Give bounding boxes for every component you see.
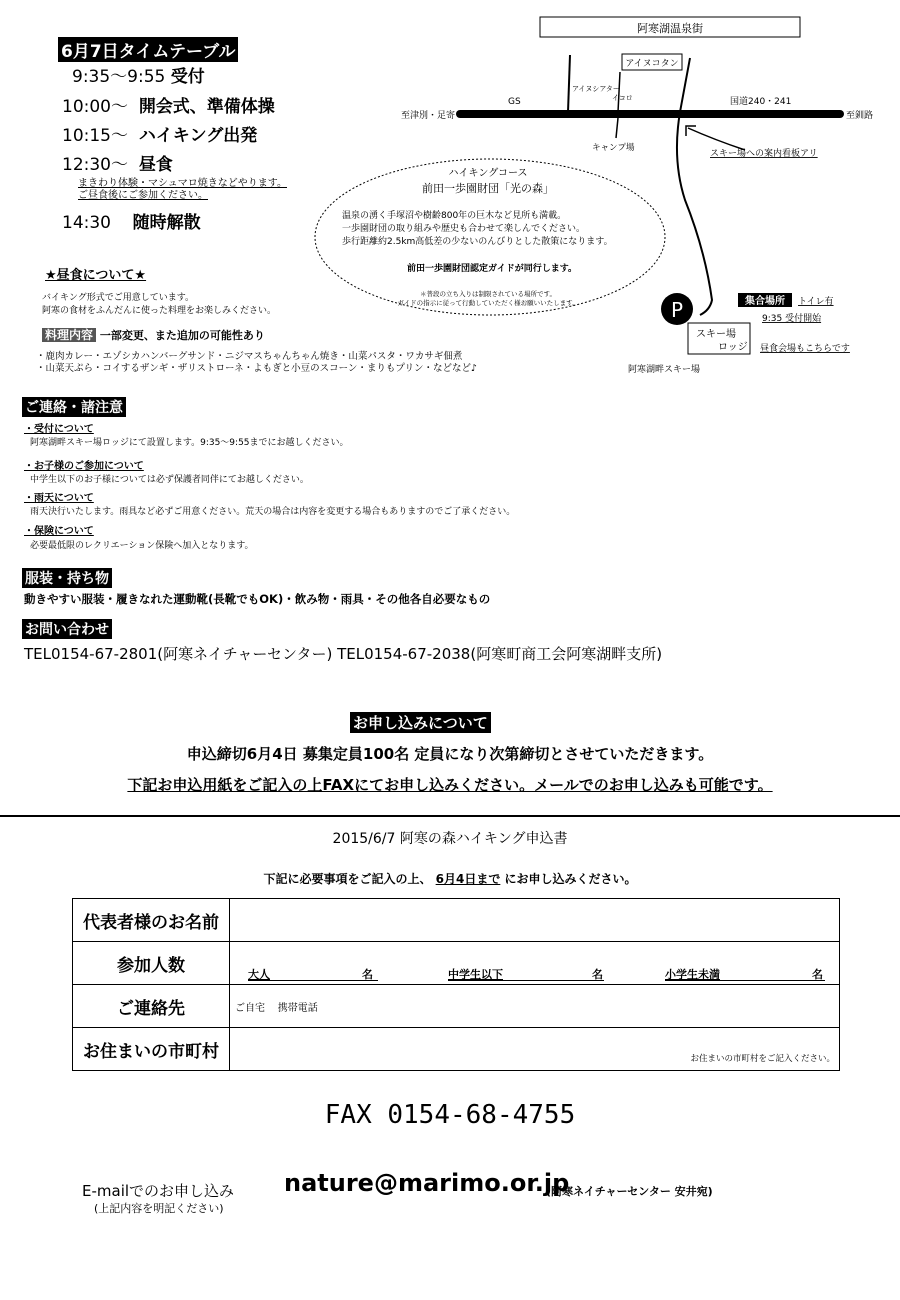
note-title: ・雨天について	[24, 493, 94, 504]
form-row	[73, 899, 840, 942]
city-label: お住まいの市町村	[73, 1028, 230, 1071]
email-address[interactable]: nature@marimo.or.jp	[284, 1169, 570, 1197]
form-row	[73, 942, 840, 985]
left-destination: 至津別・足寄	[400, 111, 455, 121]
side-road	[568, 55, 570, 112]
menu-list: ・鹿肉カレー・エゾシカハンバーグサンド・ニジマスちゃんちゃん焼き・山菜パスタ・ワカサギ佃煮	[36, 351, 463, 362]
course-caution: ガイドの指示に従って行動していただく様お願いいたします。	[397, 299, 579, 307]
clothing-heading: 服装・持ち物	[22, 568, 112, 588]
toilet-note: トイレ有	[798, 297, 834, 307]
form-instruction	[0, 870, 900, 887]
clothing-text: 動きやすい服装・履きなれた運動靴(長靴でもOK)・飲み物・雨具・その他各自必要なもの	[24, 592, 491, 606]
menu-list: ・山菜天ぷら・コイするザンギ・ザリストローネ・よもぎと小豆のスコーン・まりもプリン・などなど♪	[36, 363, 478, 374]
contact-phones: TEL0154-67-2801(阿寒ネイチャーセンター) TEL0154-67-2038(阿寒町商工会阿寒湖畔支所)	[24, 645, 663, 663]
lunch-venue-note: 昼食会場もこちらです	[760, 344, 850, 354]
contact-label: ご連絡先	[73, 985, 230, 1028]
junior-blank[interactable]	[448, 980, 604, 981]
mobile-label: 携帯電話	[277, 1002, 318, 1014]
instruction-text: 下記に必要事項をご記入の上、	[263, 872, 432, 886]
course-description: 一歩園財団の取り組みや歴史も合わせて楽しんでください。	[342, 224, 586, 234]
city-note: お住まいの市町村をご記入ください。	[690, 1054, 835, 1064]
contact-field[interactable]	[230, 985, 840, 1028]
event: 受付	[170, 67, 205, 87]
time: 12:30〜	[62, 155, 128, 175]
time: 10:00〜	[62, 97, 128, 117]
contact-heading: お問い合わせ	[22, 619, 112, 639]
event: 随時解散	[132, 213, 201, 233]
count-label: 参加人数	[73, 942, 230, 985]
menu-label: 料理内容	[42, 328, 96, 342]
note-title: ・受付について	[24, 424, 94, 435]
email-person: (阿寒ネイチャーセンター 安井宛)	[546, 1185, 713, 1198]
home-label: ご自宅	[235, 1002, 265, 1014]
course-caution: ＊普段の立ち入りは制限されている場所です。	[420, 290, 556, 298]
deadline-date: 6月4日まで	[435, 872, 501, 886]
note-text: 阿寒湖畔スキー場ロッジにて設置します。9:35〜9:55までにお越しください。	[30, 438, 349, 448]
name-label: 代表者様のお名前	[73, 899, 230, 942]
camp-label: キャンプ場	[592, 143, 635, 153]
course-name: 前田一歩園財団「光の森」	[422, 182, 554, 195]
lunch-heading: ★昼食について★	[45, 268, 147, 283]
course-description: 温泉の湧く手塚沼や樹齢800年の巨木など見所も満載。	[342, 211, 567, 221]
route-label: 国道240・241	[730, 97, 792, 107]
ainu-theater-label: アイヌシアター	[572, 85, 620, 93]
time: 10:15〜	[62, 126, 128, 146]
event: ハイキング出発	[138, 126, 258, 146]
lodge-label: スキー場	[696, 329, 736, 340]
elem-label: 小学生未満	[665, 968, 720, 981]
adult-label: 大人	[248, 968, 270, 981]
elem-blank[interactable]	[665, 980, 825, 981]
meeting-label: 集合場所	[745, 296, 785, 307]
name-field[interactable]	[230, 899, 840, 942]
sign-note: スキー場への案内看板アリ	[710, 149, 818, 159]
gs-label: GS	[508, 97, 521, 107]
access-map	[0, 0, 900, 390]
email-sub: (上記内容を明記ください)	[94, 1202, 224, 1215]
lunch-text: 阿寒の食材をふんだんに使った料理をお楽しみください。	[42, 306, 277, 316]
application-form	[72, 898, 840, 1071]
event: 開会式、準備体操	[138, 97, 275, 117]
side-road	[616, 118, 618, 138]
menu-note: 一部変更、また追加の可能性あり	[99, 329, 265, 342]
instruction-text: にお申し込みください。	[504, 872, 637, 886]
form-row	[73, 985, 840, 1028]
lunch-activity-note: まきわり体験・マシュマロ焼きなどやります。	[78, 178, 287, 189]
reception-note: 9:35 受付開始	[762, 314, 822, 324]
elem-unit: 名	[812, 968, 823, 981]
ainu-theater-label: イコロ	[612, 94, 633, 102]
right-destination: 至釧路	[846, 111, 874, 121]
application-deadline: 申込締切6月4日 募集定員100名 定員になり次第締切とさせていただきます。	[186, 745, 714, 763]
fax-number: FAX 0154-68-4755	[324, 1100, 576, 1130]
lunch-text: バイキング形式でご用意しています。	[42, 293, 195, 303]
adult-unit: 名	[362, 968, 373, 981]
form-title: 2015/6/7 阿寒の森ハイキング申込書	[332, 831, 568, 847]
note-text: 雨天決行いたします。雨具など必ずご用意ください。荒天の場合は内容を変更する場合もありますのでご了承ください。	[30, 507, 516, 517]
course-guide: 前田一歩園財団認定ガイドが同行します。	[406, 264, 578, 274]
sign-arrow	[688, 128, 745, 150]
note-text: 中学生以下のお子様については必ず保護者同伴にてお越しください。	[30, 475, 309, 485]
onsen-label: 阿寒湖温泉街	[637, 22, 703, 35]
course-title: ハイキングコース	[448, 168, 528, 179]
notes-heading: ご連絡・諸注意	[22, 397, 126, 417]
city-field[interactable]	[230, 1028, 840, 1071]
time: 9:35〜9:55	[72, 67, 166, 87]
parking-label: P	[670, 298, 684, 322]
junior-unit: 名	[592, 968, 603, 981]
course-description: 歩行距離約2.5km高低差の少ないのんびりとした散策になります。	[342, 237, 613, 247]
email-label: E-mailでのお申し込み	[82, 1182, 235, 1200]
time: 14:30	[62, 213, 111, 233]
adult-blank[interactable]	[248, 980, 378, 981]
event: 昼食	[138, 155, 173, 175]
timetable-title: 6月7日タイムテーブル	[58, 37, 238, 62]
note-text: 必要最低限のレクリエーション保険へ加入となります。	[30, 541, 254, 551]
lodge-label: ロッジ	[718, 342, 748, 353]
cut-line	[0, 815, 900, 817]
junior-label: 中学生以下	[448, 968, 503, 981]
ski-area-label: 阿寒湖畔スキー場	[628, 365, 701, 375]
lunch-activity-note: ご昼食後にご参加ください。	[78, 190, 208, 201]
note-title: ・保険について	[24, 526, 94, 537]
form-row	[73, 1028, 840, 1071]
note-title: ・お子様のご参加について	[24, 461, 144, 472]
application-heading: お申し込みについて	[350, 712, 491, 733]
ainu-kotan-label: アイヌコタン	[625, 59, 679, 69]
application-method: 下記お申込用紙をご記入の上FAXにてお申し込みください。メールでのお申し込みも可能です。	[127, 776, 773, 794]
count-field[interactable]	[230, 942, 840, 985]
ski-road	[677, 58, 712, 315]
